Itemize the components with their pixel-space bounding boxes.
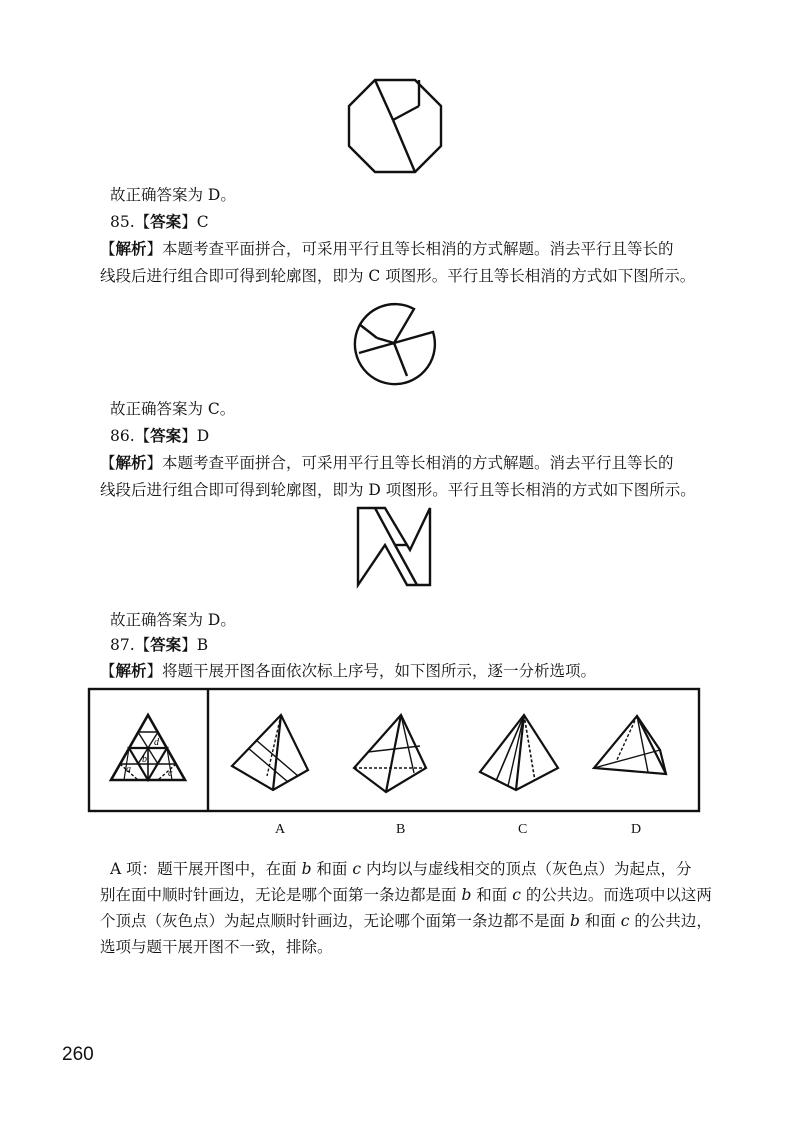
- para1-text-c: 和面: [311, 860, 353, 878]
- q87-ans-close: 】: [181, 636, 197, 654]
- option-label-a: A: [275, 822, 286, 837]
- q85-ans-value: C: [196, 213, 209, 231]
- q86-ans-open: 【: [134, 427, 151, 445]
- para2-text-e: 的公共边。而选项中以这两: [520, 886, 712, 904]
- option-c-pyramid: [480, 715, 558, 790]
- para1-face-c: c: [352, 860, 362, 878]
- para2-text-c: 和面: [471, 886, 513, 904]
- option-label-b: B: [396, 822, 406, 837]
- q86-ans-value: D: [196, 427, 210, 445]
- option-b-pyramid: [354, 715, 426, 792]
- q86-exp-close: 】: [146, 454, 163, 472]
- q85-answer-line: [110, 211, 209, 233]
- net-label-c: c: [168, 768, 173, 779]
- option-d-pyramid: [594, 716, 666, 774]
- q87-ans-open: 【: [134, 636, 151, 654]
- q85-exp-close: 】: [146, 240, 163, 258]
- para3-text-a: 个顶点（灰色点）为起点顺时针画边，无论哪个面第一条边都不是面: [100, 912, 570, 930]
- q87-para-line2: [100, 884, 712, 906]
- para3-face-c: c: [620, 912, 630, 930]
- q85-conclusion: 故正确答案为 C。: [110, 400, 236, 418]
- q87-number: 87.: [110, 636, 135, 654]
- bowtie-figure: [355, 505, 435, 590]
- q85-ans-open: 【: [134, 213, 151, 231]
- q87-answer-line: [110, 634, 208, 656]
- q86-answer-line: [110, 425, 209, 447]
- q84-conclusion: 故正确答案为 D。: [110, 186, 236, 204]
- q86-explanation-line2: 线段后进行组合即可得到轮廓图，即为 D 项图形。平行且等长相消的方式如下图所示。: [100, 481, 696, 499]
- para1-face-b: b: [301, 860, 312, 878]
- para2-face-b: b: [461, 886, 472, 904]
- q87-para-line1: [110, 858, 691, 880]
- net-label-b: b: [142, 754, 147, 765]
- net-label-a: a: [126, 764, 131, 775]
- para3-face-b: b: [569, 912, 580, 930]
- para2-text-a: 别在面中顺时针画边，无论是哪个面第一条边都是面: [100, 886, 462, 904]
- q87-explanation-line1: [100, 660, 596, 682]
- q85-ans-label: 答案: [150, 213, 182, 231]
- q86-ans-close: 】: [181, 427, 197, 445]
- q86-exp-open: 【: [100, 454, 116, 472]
- q87-para-line3: [100, 910, 712, 932]
- q87-exp-close: 】: [146, 662, 163, 680]
- q85-ans-close: 】: [181, 213, 197, 231]
- q85-exp-label: 解析: [115, 240, 147, 258]
- q87-ans-value: B: [196, 636, 209, 654]
- para3-text-e: 的公共边，: [629, 912, 712, 930]
- q87-exp-text1: 将题干展开图各面依次标上序号，如下图所示，逐一分析选项。: [162, 662, 597, 680]
- option-label-d: D: [631, 822, 642, 837]
- q86-exp-label: 解析: [115, 454, 147, 472]
- q85-number: 85.: [110, 213, 135, 231]
- page-number: 260: [62, 1044, 94, 1065]
- q86-ans-label: 答案: [150, 427, 182, 445]
- para1-text-a: A 项：题干展开图中，在面: [110, 860, 302, 878]
- para3-text-c: 和面: [579, 912, 621, 930]
- q87-para-line4: 选项与题干展开图不一致，排除。: [100, 938, 333, 956]
- q87-exp-open: 【: [100, 662, 116, 680]
- q86-number: 86.: [110, 427, 135, 445]
- q86-explanation-line1: [100, 452, 674, 474]
- q85-exp-text1: 本题考查平面拼合，可采用平行且等长相消的方式解题。消去平行且等长的: [162, 240, 674, 258]
- para2-face-c: c: [512, 886, 521, 904]
- circle-figure: [349, 298, 439, 388]
- q86-conclusion: 故正确答案为 D。: [110, 611, 236, 629]
- q85-explanation-line1: [100, 238, 674, 260]
- option-a-pyramid: [232, 715, 308, 790]
- q85-explanation-line2: 线段后进行组合即可得到轮廓图，即为 C 项图形。平行且等长相消的方式如下图所示。: [100, 267, 696, 285]
- q85-exp-open: 【: [100, 240, 116, 258]
- para1-text-e: 内均以与虚线相交的顶点（灰色点）为起点，分: [361, 860, 692, 878]
- option-label-c: C: [518, 822, 528, 837]
- net-label-d: d: [154, 737, 159, 748]
- q86-exp-text1: 本题考查平面拼合，可采用平行且等长相消的方式解题。消去平行且等长的: [162, 454, 674, 472]
- pyramid-options-figure: [88, 688, 700, 813]
- q87-exp-label: 解析: [115, 662, 147, 680]
- octagon-figure: [345, 76, 445, 176]
- q87-ans-label: 答案: [150, 636, 182, 654]
- net-diagram: [111, 715, 185, 780]
